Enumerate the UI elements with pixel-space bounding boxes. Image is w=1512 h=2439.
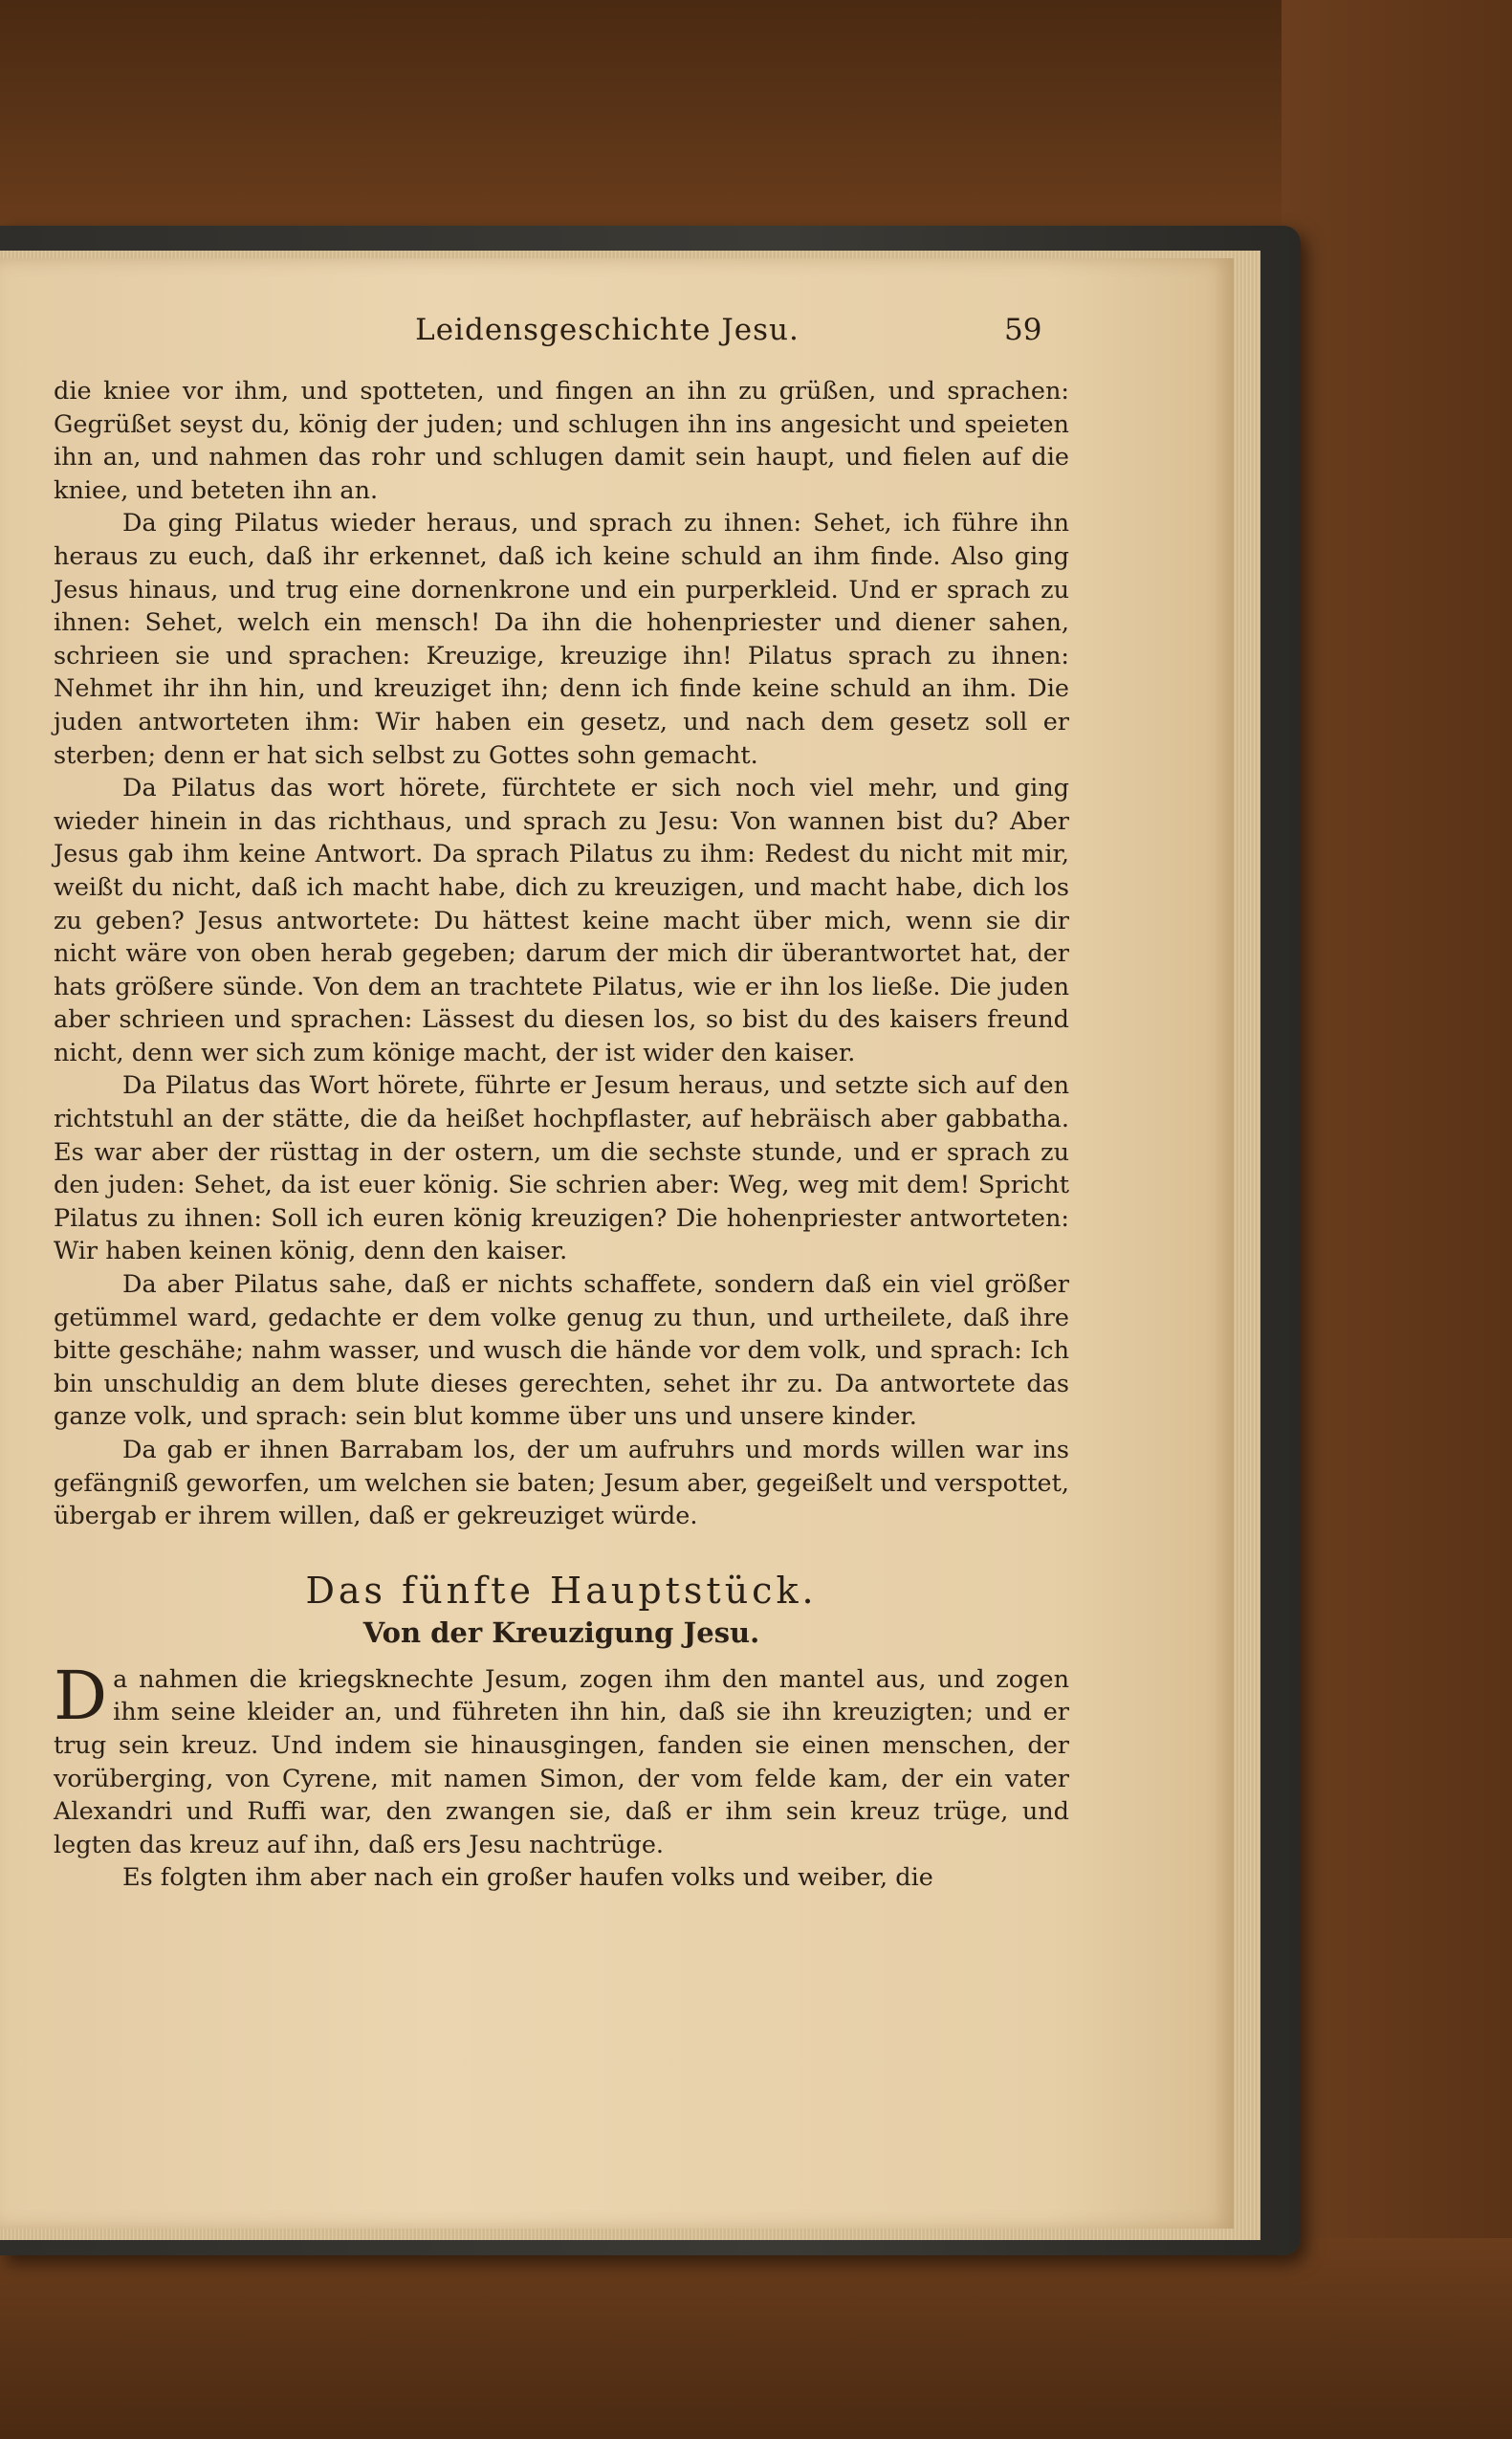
paragraph: Da Pilatus das Wort hörete, führte er Jesum heraus, und setzte sich auf den richtstuhl an der stätte, die da heißet hochpflaster, auf hebräisch aber gabbatha. Es war aber der rüsttag in der ostern, um die sechste stunde, und er sprach zu den juden: Sehet, da ist euer könig. Sie schrien aber: Weg, weg mit dem! Spricht Pilatus zu ihnen: Soll ich euren könig kreuzigen? Die hohenpriester antworteten: Wir haben keinen könig, denn den kaiser. <box>54 1071 1069 1266</box>
background-bottom <box>0 2238 1512 2439</box>
background-right <box>1282 0 1512 2439</box>
section-subtitle: Von der Kreuzigung Jesu. <box>362 1615 760 1649</box>
page-header <box>0 311 1215 349</box>
paragraph: Da gab er ihnen Barrabam los, der um aufruhrs und mords willen war ins gefängniß geworfen, um welchen sie baten; Jesum aber, gegeißelt und verspottet, übergab er ihrem willen, daß er gekreuziget würde. <box>54 1436 1069 1531</box>
paragraph: Da nahmen die kriegsknechte Jesum, zogen ihm den mantel aus, und zogen ihm seine kleider an, und führeten ihn hin, daß sie ihn kreuzigten; und er trug sein kreuz. Und indem sie hinausgingen, fanden sie einen menschen, der vorüberging, von Cyrene, mit namen Simon, der vom felde kam, der ein vater Alexandri und Ruffi war, den zwangen sie, daß er ihm sein kreuz trüge, und legten das kreuz auf ihn, daß ers Jesu nachtrüge. <box>54 1656 1069 1859</box>
section-title: Das fünfte Hauptstück. <box>305 1569 818 1612</box>
paragraph: Es folgten ihm aber nach ein großer haufen volks und weiber, die <box>122 1863 933 1893</box>
page-body <box>54 375 1069 1895</box>
paragraph: Da aber Pilatus sahe, daß er nichts schaffete, sondern daß ein viel größer getümmel ward, gedachte er dem volke genug zu thun, und urtheilete, daß ihre bitte geschähe; nahm wasser, und wusch die hände vor dem volk, und sprach: Ich bin unschuldig an dem blute dieses gerechten, sehet ihr zu. Da antwortete das ganze volk, und sprach: sein blut komme über uns und unsere kinder. <box>54 1270 1069 1432</box>
paragraph: die kniee vor ihm, und spotteten, und fingen an ihn zu grüßen, und sprachen: Gegrüßet seyst du, könig der juden; und schlugen ihn ins angesicht und speieten ihn an, und nahmen das rohr und schlugen damit sein haupt, und fielen auf die kniee, und beteten ihn an. <box>54 377 1069 505</box>
page-number: 59 <box>1004 313 1042 347</box>
running-header: Leidensgeschichte Jesu. <box>415 313 800 347</box>
paragraph: Da Pilatus das wort hörete, fürchtete er sich noch viel mehr, und ging wieder hinein in das richthaus, und sprach zu Jesu: Von wannen bist du? Aber Jesus gab ihm keine Antwort. Da sprach Pilatus zu ihm: Redest du nicht mit mir, weißt du nicht, daß ich macht habe, dich zu kreuzigen, und macht habe, dich los zu geben? Jesus antwortete: Du hättest keine macht über mich, wenn sie dir nicht wäre von oben herab gegeben; darum der mich dir überantwortet hat, der hats größere sünde. Von dem an trachtete Pilatus, wie er ihn los ließe. Die juden aber schrieen und sprachen: Lässest du diesen los, so bist du des kaisers freund nicht, denn wer sich zum könige macht, der ist wider den kaiser. <box>54 774 1069 1067</box>
paragraph: Da ging Pilatus wieder heraus, und sprach zu ihnen: Sehet, ich führe ihn heraus zu euch, daß ihr erkennet, daß ich keine schuld an ihm finde. Also ging Jesus hinaus, und trug eine dornenkrone und ein purperkleid. Und er sprach zu ihnen: Sehet, welch ein mensch! Da ihn die hohenpriester und diener sahen, schrieen sie und sprachen: Kreuzige, kreuzige ihn! Pilatus sprach zu ihnen: Nehmet ihr ihn hin, und kreuziget ihn; denn ich finde keine schuld an ihm. Die juden antworteten ihm: Wir haben ein gesetz, und nach dem gesetz soll er sterben; denn er hat sich selbst zu Gottes sohn gemacht. <box>54 509 1069 770</box>
